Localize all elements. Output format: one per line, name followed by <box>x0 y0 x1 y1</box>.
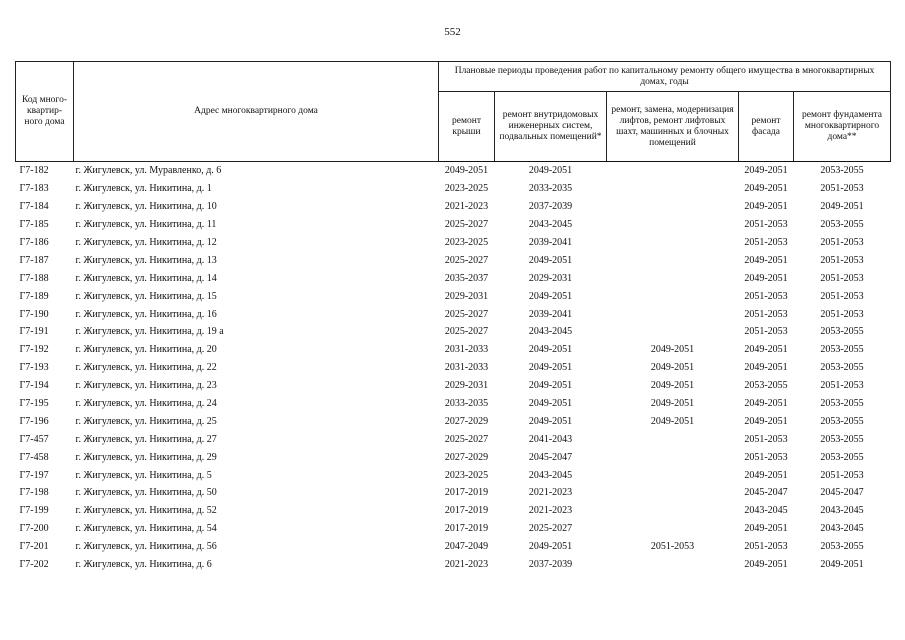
cell-code: Г7-185 <box>19 219 49 231</box>
cell-systems: 2043-2045 <box>528 326 573 338</box>
cell-facade: 2051-2053 <box>744 433 788 445</box>
cell-facade: 2049-2051 <box>744 415 788 427</box>
cell-code: Г7-186 <box>19 237 49 248</box>
cell-elevators <box>607 287 739 305</box>
cell-address: г. Жигулевск, ул. Никитина, д. 22 <box>75 362 217 374</box>
cell-elevators <box>607 323 739 341</box>
cell-elevators <box>607 234 739 252</box>
table-row <box>16 251 891 269</box>
cell-address: г. Жигулевск, ул. Никитина, д. 10 <box>75 201 217 213</box>
cell-roof: 2049-2051 <box>444 165 489 177</box>
header-systems: ремонт внутридомовых инженерных систем, подвальных помещений* <box>495 92 607 162</box>
header-code: Код много-квартир-ного дома <box>16 62 74 162</box>
cell-roof: 2023-2025 <box>444 469 489 481</box>
cell-foundation: 2051-2053 <box>820 272 864 284</box>
table-row <box>16 162 891 180</box>
table-row <box>16 234 891 252</box>
table-row <box>16 556 891 574</box>
cell-foundation: 2045-2047 <box>820 487 864 499</box>
cell-elevators: 2049-2051 <box>650 344 695 356</box>
cell-facade: 2049-2051 <box>744 362 788 374</box>
cell-systems: 2039-2041 <box>528 308 573 320</box>
cell-code: Г7-194 <box>19 380 49 392</box>
cell-roof: 2025-2027 <box>444 326 489 338</box>
cell-foundation: 2051-2053 <box>820 380 864 392</box>
cell-address: г. Жигулевск, ул. Никитина, д. 27 <box>75 433 217 445</box>
cell-address: г. Жигулевск, ул. Никитина, д. 20 <box>75 344 217 356</box>
cell-facade: 2043-2045 <box>744 505 788 517</box>
cell-code: Г7-191 <box>19 326 49 338</box>
cell-roof: 2029-2031 <box>444 380 489 392</box>
cell-roof: 2047-2049 <box>444 541 489 553</box>
table-row <box>16 538 891 556</box>
cell-elevators <box>607 484 739 502</box>
cell-address: г. Жигулевск, ул. Никитина, д. 23 <box>75 380 217 392</box>
cell-address: г. Жигулевск, ул. Никитина, д. 50 <box>75 487 217 499</box>
table-row <box>16 269 891 287</box>
cell-elevators <box>607 520 739 538</box>
cell-roof: 2027-2029 <box>444 415 489 427</box>
cell-facade: 2049-2051 <box>744 469 788 481</box>
header-roof: ремонт крыши <box>439 92 495 162</box>
cell-roof: 2025-2027 <box>444 433 489 445</box>
cell-elevators: 2049-2051 <box>650 415 695 427</box>
cell-systems: 2021-2023 <box>528 487 573 499</box>
cell-address: г. Жигулевск, ул. Никитина, д. 56 <box>75 541 217 553</box>
cell-roof: 2025-2027 <box>444 308 489 320</box>
cell-foundation: 2043-2045 <box>820 505 864 517</box>
cell-systems: 2049-2051 <box>528 415 573 427</box>
cell-facade: 2051-2053 <box>744 541 788 553</box>
cell-roof: 2023-2025 <box>444 237 489 248</box>
table-row <box>16 502 891 520</box>
cell-foundation: 2053-2055 <box>820 219 864 231</box>
table-row <box>16 216 891 234</box>
cell-systems: 2049-2051 <box>528 541 573 553</box>
cell-systems: 2049-2051 <box>528 344 573 356</box>
cell-facade: 2053-2055 <box>744 380 788 392</box>
table-row <box>16 341 891 359</box>
table-row <box>16 466 891 484</box>
cell-code: Г7-184 <box>19 201 49 213</box>
cell-elevators <box>607 251 739 269</box>
cell-elevators <box>607 430 739 448</box>
header-periods: Плановые периоды проведения работ по капитальному ремонту общего имущества в многоквартирных домах, годы <box>439 62 891 92</box>
cell-elevators <box>607 556 739 574</box>
cell-systems: 2043-2045 <box>528 219 573 231</box>
cell-foundation: 2051-2053 <box>820 308 864 320</box>
cell-code: Г7-183 <box>19 183 49 195</box>
cell-foundation: 2053-2055 <box>820 398 864 410</box>
cell-roof: 2017-2019 <box>444 487 489 499</box>
cell-foundation: 2053-2055 <box>820 326 864 338</box>
cell-foundation: 2053-2055 <box>820 541 864 553</box>
cell-systems: 2033-2035 <box>528 183 573 195</box>
cell-roof: 2017-2019 <box>444 523 489 535</box>
cell-facade: 2049-2051 <box>744 201 788 213</box>
cell-roof: 2027-2029 <box>444 451 489 463</box>
cell-systems: 2043-2045 <box>528 469 573 481</box>
table-row <box>16 198 891 216</box>
cell-systems: 2029-2031 <box>528 272 573 284</box>
cell-address: г. Жигулевск, ул. Никитина, д. 15 <box>75 290 217 302</box>
table-row <box>16 520 891 538</box>
cell-elevators <box>607 162 739 180</box>
cell-roof: 2021-2023 <box>444 201 489 213</box>
cell-elevators <box>607 466 739 484</box>
cell-foundation: 2051-2053 <box>820 237 864 248</box>
cell-facade: 2045-2047 <box>744 487 788 499</box>
cell-foundation: 2051-2053 <box>820 290 864 302</box>
table-row <box>16 430 891 448</box>
cell-facade: 2051-2053 <box>744 308 788 320</box>
table-row <box>16 180 891 198</box>
cell-code: Г7-188 <box>19 272 49 284</box>
cell-roof: 2033-2035 <box>444 398 489 410</box>
cell-foundation: 2053-2055 <box>820 362 864 374</box>
cell-code: Г7-458 <box>19 451 49 463</box>
cell-address: г. Жигулевск, ул. Муравленко, д. 6 <box>75 165 222 177</box>
cell-foundation: 2049-2051 <box>820 559 864 571</box>
cell-elevators <box>607 180 739 198</box>
table-row <box>16 323 891 341</box>
cell-systems: 2037-2039 <box>528 201 573 213</box>
cell-code: Г7-196 <box>19 415 49 427</box>
cell-code: Г7-189 <box>19 290 49 302</box>
cell-elevators <box>607 216 739 234</box>
cell-roof: 2031-2033 <box>444 362 489 374</box>
cell-code: Г7-199 <box>19 505 49 517</box>
cell-roof: 2021-2023 <box>444 559 489 571</box>
cell-systems: 2039-2041 <box>528 237 573 248</box>
cell-systems: 2021-2023 <box>528 505 573 517</box>
cell-systems: 2049-2051 <box>528 290 573 302</box>
table-row <box>16 305 891 323</box>
cell-foundation: 2049-2051 <box>820 201 864 213</box>
cell-facade: 2051-2053 <box>744 219 788 231</box>
cell-systems: 2041-2043 <box>528 433 573 445</box>
cell-foundation: 2053-2055 <box>820 451 864 463</box>
cell-systems: 2045-2047 <box>528 451 573 463</box>
cell-address: г. Жигулевск, ул. Никитина, д. 54 <box>75 523 217 535</box>
cell-foundation: 2051-2053 <box>820 183 864 195</box>
cell-systems: 2049-2051 <box>528 362 573 374</box>
cell-code: Г7-195 <box>19 398 49 410</box>
cell-facade: 2049-2051 <box>744 344 788 356</box>
cell-address: г. Жигулевск, ул. Никитина, д. 1 <box>75 183 212 195</box>
cell-address: г. Жигулевск, ул. Никитина, д. 6 <box>75 559 212 571</box>
cell-facade: 2049-2051 <box>744 523 788 535</box>
cell-elevators <box>607 269 739 287</box>
table-row <box>16 448 891 466</box>
table-row <box>16 287 891 305</box>
header-address: Адрес многоквартирного дома <box>74 62 439 162</box>
cell-roof: 2031-2033 <box>444 344 489 356</box>
page-number: 552 <box>444 26 461 38</box>
cell-foundation: 2051-2053 <box>820 254 864 266</box>
cell-systems: 2037-2039 <box>528 559 573 571</box>
cell-systems: 2049-2051 <box>528 165 573 177</box>
table-row <box>16 412 891 430</box>
cell-facade: 2049-2051 <box>744 272 788 284</box>
cell-code: Г7-187 <box>19 254 49 266</box>
cell-facade: 2049-2051 <box>744 559 788 571</box>
cell-address: г. Жигулевск, ул. Никитина, д. 19 а <box>75 326 224 338</box>
header-elevators: ремонт, замена, модернизация лифтов, ремонт лифтовых шахт, машинных и блочных помещений <box>607 92 739 162</box>
cell-roof: 2023-2025 <box>444 183 489 195</box>
cell-facade: 2049-2051 <box>744 183 788 195</box>
cell-code: Г7-201 <box>19 541 49 553</box>
table-row <box>16 484 891 502</box>
cell-address: г. Жигулевск, ул. Никитина, д. 29 <box>75 451 217 463</box>
cell-code: Г7-197 <box>19 469 49 481</box>
cell-foundation: 2053-2055 <box>820 165 864 177</box>
cell-code: Г7-190 <box>19 308 49 320</box>
cell-code: Г7-198 <box>19 487 49 499</box>
cell-elevators: 2049-2051 <box>650 362 695 374</box>
cell-address: г. Жигулевск, ул. Никитина, д. 12 <box>75 237 217 248</box>
cell-code: Г7-193 <box>19 362 49 374</box>
cell-facade: 2049-2051 <box>744 165 788 177</box>
cell-systems: 2049-2051 <box>528 380 573 392</box>
cell-facade: 2051-2053 <box>744 237 788 248</box>
cell-address: г. Жигулевск, ул. Никитина, д. 5 <box>75 469 212 481</box>
cell-elevators: 2051-2053 <box>650 541 695 553</box>
cell-code: Г7-182 <box>19 165 49 177</box>
cell-code: Г7-202 <box>19 559 49 571</box>
cell-address: г. Жигулевск, ул. Никитина, д. 14 <box>75 272 217 284</box>
table-row <box>16 377 891 395</box>
cell-code: Г7-200 <box>19 523 49 535</box>
header-facade: ремонт фасада <box>739 92 794 162</box>
cell-elevators: 2049-2051 <box>650 398 695 410</box>
cell-facade: 2051-2053 <box>744 326 788 338</box>
cell-foundation: 2053-2055 <box>820 433 864 445</box>
cell-elevators <box>607 502 739 520</box>
cell-elevators <box>607 198 739 216</box>
repair-schedule-table <box>15 61 891 573</box>
cell-roof: 2025-2027 <box>444 219 489 231</box>
cell-roof: 2017-2019 <box>444 505 489 517</box>
cell-address: г. Жигулевск, ул. Никитина, д. 13 <box>75 254 217 266</box>
cell-roof: 2035-2037 <box>444 272 489 284</box>
cell-foundation: 2051-2053 <box>820 469 864 481</box>
cell-facade: 2049-2051 <box>744 254 788 266</box>
cell-foundation: 2053-2055 <box>820 344 864 356</box>
cell-address: г. Жигулевск, ул. Никитина, д. 52 <box>75 505 217 517</box>
cell-roof: 2025-2027 <box>444 254 489 266</box>
cell-roof: 2029-2031 <box>444 290 489 302</box>
cell-systems: 2025-2027 <box>528 523 573 535</box>
header-foundation: ремонт фундамента многоквартирного дома** <box>794 92 891 162</box>
cell-address: г. Жигулевск, ул. Никитина, д. 16 <box>75 308 217 320</box>
cell-facade: 2049-2051 <box>744 398 788 410</box>
cell-address: г. Жигулевск, ул. Никитина, д. 11 <box>75 219 217 231</box>
cell-foundation: 2043-2045 <box>820 523 864 535</box>
table-row <box>16 359 891 377</box>
cell-elevators: 2049-2051 <box>650 380 695 392</box>
cell-address: г. Жигулевск, ул. Никитина, д. 24 <box>75 398 217 410</box>
table-body <box>16 162 891 574</box>
cell-foundation: 2053-2055 <box>820 415 864 427</box>
table-header <box>16 62 891 162</box>
cell-elevators <box>607 448 739 466</box>
cell-code: Г7-457 <box>19 433 49 445</box>
table-row <box>16 395 891 413</box>
cell-systems: 2049-2051 <box>528 254 573 266</box>
cell-facade: 2051-2053 <box>744 290 788 302</box>
cell-address: г. Жигулевск, ул. Никитина, д. 25 <box>75 415 217 427</box>
cell-systems: 2049-2051 <box>528 398 573 410</box>
cell-facade: 2051-2053 <box>744 451 788 463</box>
cell-code: Г7-192 <box>19 344 49 356</box>
cell-elevators <box>607 305 739 323</box>
